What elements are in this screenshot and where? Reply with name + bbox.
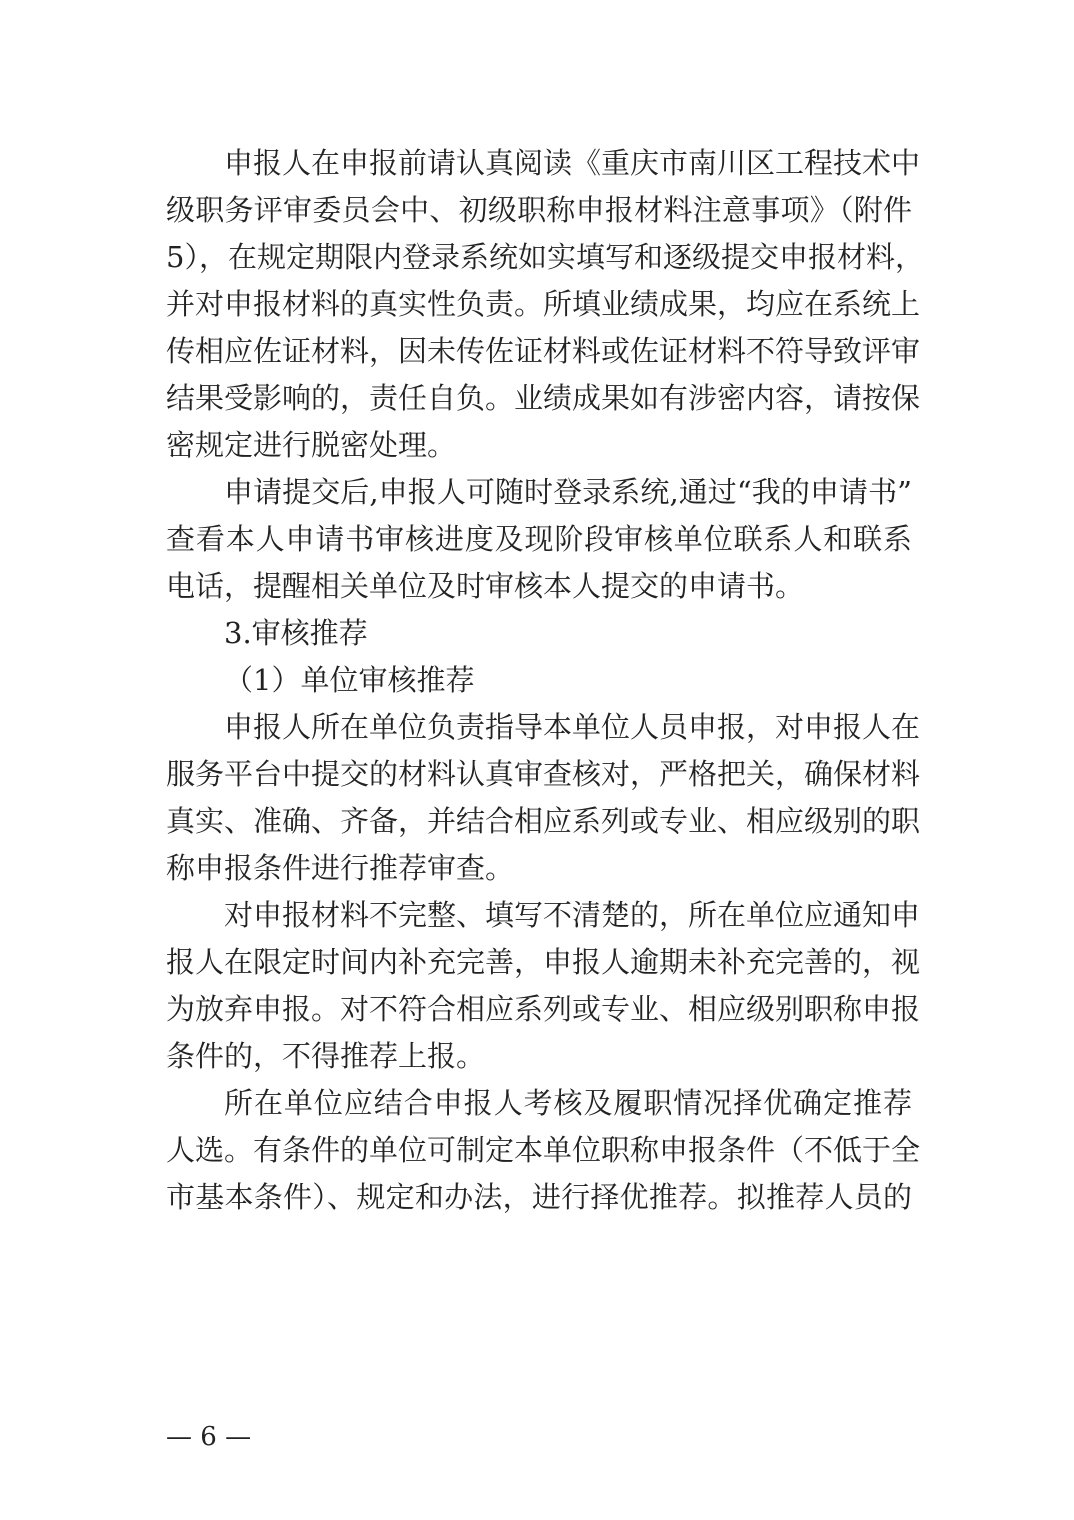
section-heading-review-recommendation: [166, 610, 912, 657]
text-line: 申报人所在单位负责指导本单位人员申报，对申报人在: [224, 710, 921, 744]
text-line: 电话，提醒相关单位及时审核本人提交的申请书。: [166, 569, 805, 603]
section-heading: 3.审核推荐: [224, 616, 368, 650]
text-line: 对申报材料不完整、填写不清楚的，所在单位应通知申: [224, 898, 921, 932]
paragraph-unit-guidance: [166, 704, 921, 892]
text-line: 结果受影响的，责任自负。业绩成果如有涉密内容，请按保: [166, 381, 921, 415]
text-line: 查看本人申请书审核进度及现阶段审核单位联系人和联系: [166, 522, 912, 556]
text-line: 人选。有条件的单位可制定本单位职称申报条件（不低于全: [166, 1133, 921, 1167]
subsection-heading-unit-review: [166, 657, 912, 704]
subsection-heading: （1）单位审核推荐: [224, 663, 475, 697]
paragraph-application-notice: [166, 140, 924, 469]
text-line: 申请提交后,申报人可随时登录系统,通过“我的申请书”: [224, 475, 912, 509]
text-line: 报人在限定时间内补充完善，申报人逾期未补充完善的，视: [166, 945, 921, 979]
text-line: 所在单位应结合申报人考核及履职情况择优确定推荐: [224, 1086, 912, 1120]
text-line: 服务平台中提交的材料认真审查核对，严格把关，确保材料: [166, 757, 921, 791]
text-line: 密规定进行脱密处理。: [166, 428, 457, 462]
text-line: 条件的，不得推荐上报。: [166, 1039, 486, 1073]
text-line: 称申报条件进行推荐审查。: [166, 851, 515, 885]
text-line: 传相应佐证材料，因未传佐证材料或佐证材料不符导致评审: [166, 334, 921, 368]
text-line: 申报人在申报前请认真阅读《重庆市南川区工程技术中: [224, 146, 921, 180]
text-line: 市基本条件）、规定和办法，进行择优推荐。拟推荐人员的: [166, 1180, 912, 1214]
body-text: [166, 140, 924, 1221]
paragraph-selection: [166, 1080, 921, 1221]
text-line: 并对申报材料的真实性负责。所填业绩成果，均应在系统上: [166, 287, 921, 321]
text-line: 级职务评审委员会中、初级职称申报材料注意事项》（附件: [166, 193, 912, 227]
text-line: 真实、准确、齐备，并结合相应系列或专业、相应级别的职: [166, 804, 921, 838]
page-number: — 6 —: [166, 1422, 252, 1452]
paragraph-incomplete-materials: [166, 892, 921, 1080]
text-line: 5），在规定期限内登录系统如实填写和逐级提交申报材料，: [166, 240, 924, 274]
text-line: 为放弃申报。对不符合相应系列或专业、相应级别职称申报: [166, 992, 921, 1026]
paragraph-after-submission: [166, 469, 912, 610]
